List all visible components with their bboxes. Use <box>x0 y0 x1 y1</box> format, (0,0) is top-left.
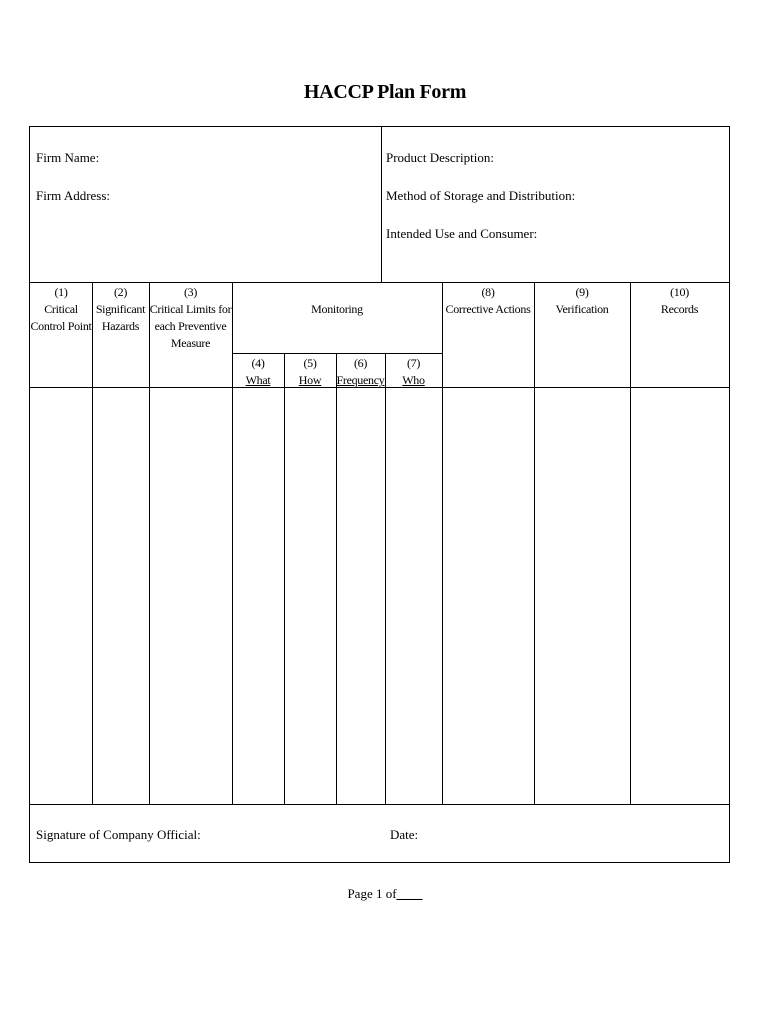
column-divider-5 <box>336 353 337 804</box>
column-header-frequency: (6) Frequency <box>336 356 385 387</box>
divider-monitoring-sub <box>232 353 442 354</box>
column-header-significant-hazards: (2) Significant Hazards <box>95 285 146 333</box>
column-divider-8 <box>534 282 535 804</box>
column-header-verification: (9) Verification <box>555 285 609 316</box>
storage-distribution-label: Method of Storage and Distribution: <box>386 188 576 203</box>
page-total-blank: ____ <box>396 886 423 901</box>
column-header-how: (5) How <box>298 356 322 387</box>
column-divider-2 <box>149 282 150 804</box>
column-header-what: (4) What <box>245 356 271 387</box>
firm-name-label: Firm Name: <box>36 150 100 165</box>
column-divider-6 <box>385 353 386 804</box>
divider-info-bottom <box>30 282 729 283</box>
divider-footer-top <box>30 804 729 805</box>
column-header-critical-limits: (3) Critical Limits for each Preventive Measure <box>149 285 232 350</box>
column-divider-1 <box>92 282 93 804</box>
column-divider-9 <box>630 282 631 804</box>
page-number: Page 1 of____ <box>347 886 423 901</box>
divider-info-vertical <box>381 127 382 282</box>
signature-label: Signature of Company Official: <box>36 827 201 842</box>
column-header-corrective-actions: (8) Corrective Actions <box>445 285 531 316</box>
form-title: HACCP Plan Form <box>303 81 467 103</box>
intended-use-label: Intended Use and Consumer: <box>386 226 538 241</box>
column-header-records: (10) Records <box>660 285 699 316</box>
haccp-form-table <box>29 126 730 863</box>
column-divider-4 <box>284 353 285 804</box>
column-header-monitoring: Monitoring <box>311 302 363 316</box>
column-header-who: (7) Who <box>402 356 425 387</box>
column-header-critical-control-point: (1) Critical Control Point <box>30 285 92 333</box>
product-description-label: Product Description: <box>386 150 494 165</box>
date-label: Date: <box>390 827 419 842</box>
column-divider-7 <box>442 282 443 804</box>
firm-address-label: Firm Address: <box>36 188 111 203</box>
